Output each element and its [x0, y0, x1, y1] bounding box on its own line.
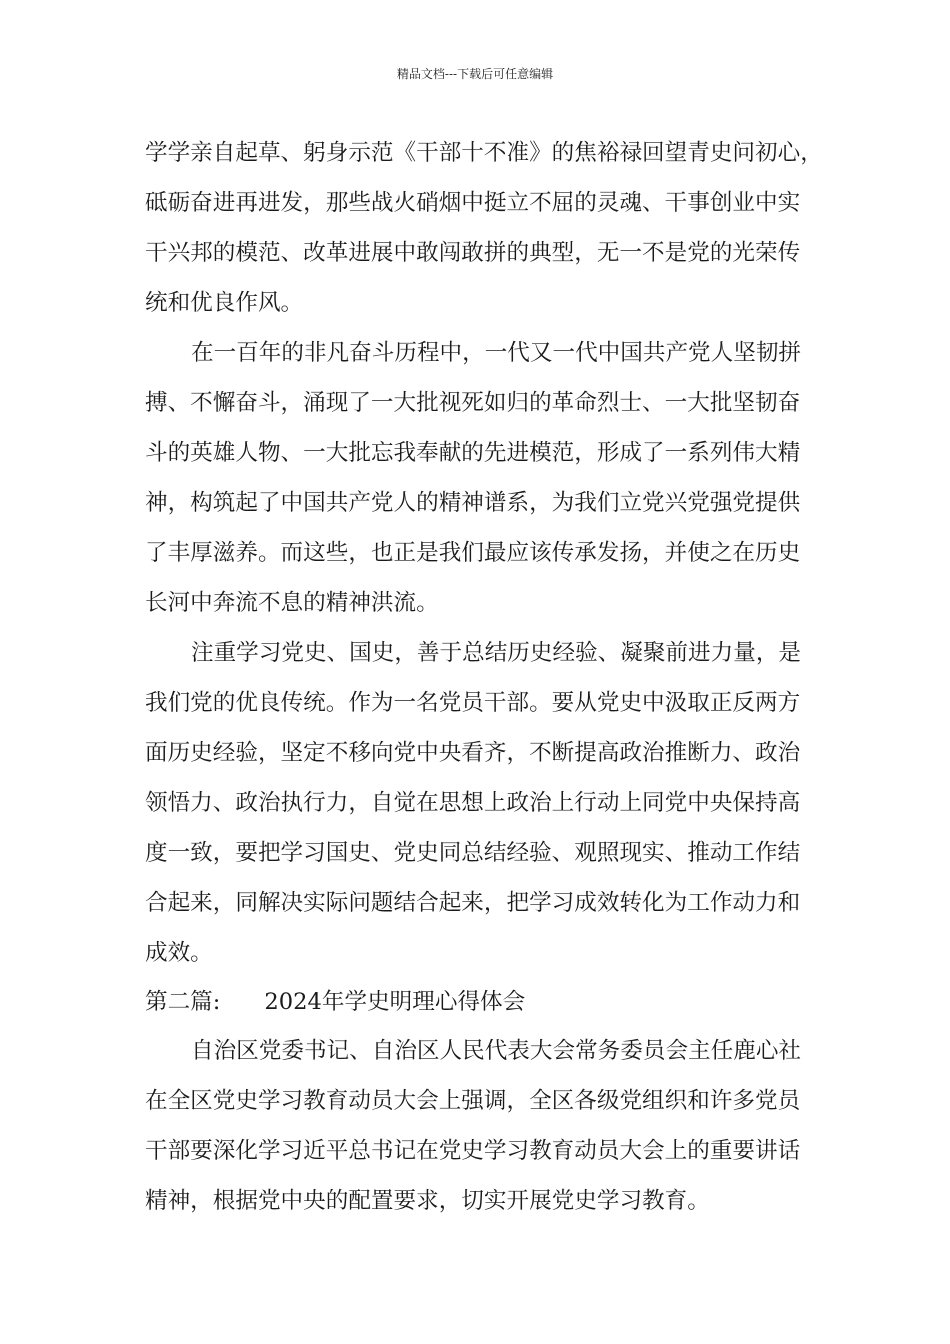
paragraph-line: 自治区党委书记、自治区人民代表大会常务委员会主任鹿心社: [191, 1038, 802, 1064]
section-heading-title: 2024年学史明理心得体会: [264, 989, 526, 1015]
paragraph-line: 度一致，要把学习国史、党史同总结经验、观照现实、推动工作结: [145, 840, 801, 866]
paragraph-line: 我们党的优良传统。作为一名党员干部。要从党史中汲取正反两方: [145, 690, 801, 716]
paragraph-line: 学学亲自起草、躬身示范《干部十不准》的焦裕禄回望青史问初心，: [145, 140, 823, 166]
paragraph-line: 神，构筑起了中国共产党人的精神谱系，为我们立党兴党强党提供: [145, 490, 801, 516]
paragraph-line: 在全区党史学习教育动员大会上强调，全区各级党组织和许多党员: [145, 1088, 801, 1114]
paragraph-line: 搏、不懈奋斗，涌现了一大批视死如归的革命烈士、一大批坚韧奋: [145, 390, 801, 416]
section-heading: [145, 978, 810, 1026]
paragraph-line: 注重学习党史、国史，善于总结历史经验、凝聚前进力量，是: [191, 640, 802, 666]
paragraph-line: 合起来，同解决实际问题结合起来，把学习成效转化为工作动力和: [145, 890, 801, 916]
paragraph-line: 统和优良作风。: [145, 290, 304, 316]
document-body: [145, 128, 823, 1226]
paragraph-line: 干部要深化学习近平总书记在党史学习教育动员大会上的重要讲话: [145, 1138, 801, 1164]
paragraph-3: [145, 628, 810, 978]
paragraph-4: [145, 1026, 810, 1226]
paragraph-line: 斗的英雄人物、一大批忘我奉献的先进模范，形成了一系列伟大精: [145, 440, 801, 466]
paragraph-line: 在一百年的非凡奋斗历程中，一代又一代中国共产党人坚韧拼: [191, 340, 802, 366]
paragraph-1: [145, 128, 823, 328]
paragraph-line: 精神，根据党中央的配置要求，切实开展党史学习教育。: [145, 1188, 710, 1214]
section-heading-label: 第二篇:: [145, 989, 221, 1015]
paragraph-line: 长河中奔流不息的精神洪流。: [145, 590, 439, 616]
paragraph-line: 领悟力、政治执行力，自觉在思想上政治上行动上同党中央保持高: [145, 790, 801, 816]
paragraph-2: [145, 328, 810, 628]
paragraph-line: 了丰厚滋养。而这些，也正是我们最应该传承发扬，并使之在历史: [145, 540, 801, 566]
paragraph-line: 面历史经验，坚定不移向党中央看齐，不断提高政治推断力、政治: [145, 740, 801, 766]
paragraph-line: 成效。: [145, 940, 213, 966]
paragraph-line: 干兴邦的模范、改革进展中敢闯敢拼的典型，无一不是党的光荣传: [145, 240, 801, 266]
paragraph-line: 砥砺奋进再进发，那些战火硝烟中挺立不屈的灵魂、干事创业中实: [145, 190, 801, 216]
page-header: 精品文档---下载后可任意编辑: [396, 67, 554, 81]
